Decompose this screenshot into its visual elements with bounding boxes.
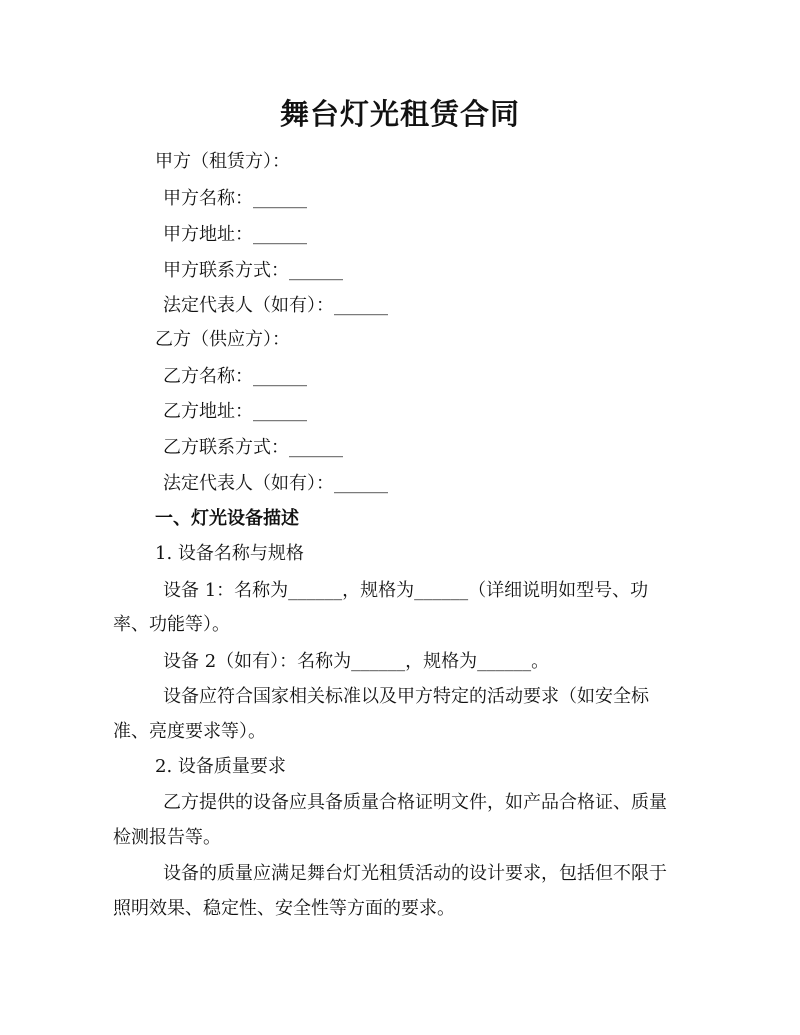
party-a-name: 甲方名称：______ — [163, 188, 307, 209]
quality-line-1: 乙方提供的设备应具备质量合格证明文件，如产品合格证、质量 — [163, 792, 667, 813]
party-a-header: 甲方（租赁方）： — [155, 151, 290, 172]
device-2-line: 设备 2（如有）：名称为______，规格为______。 — [163, 651, 550, 672]
device-1-line-2: 率、功能等）。 — [113, 614, 230, 635]
document-title: 舞台灯光租赁合同 — [279, 97, 520, 131]
section-1-heading: 一、灯光设备描述 — [155, 508, 299, 529]
party-b-name: 乙方名称：______ — [163, 366, 307, 387]
party-b-header: 乙方（供应方）： — [155, 329, 290, 350]
standards-line-1: 设备应符合国家相关标准以及甲方特定的活动要求（如安全标 — [163, 686, 649, 707]
subsection-1-2-heading: 2. 设备质量要求 — [155, 756, 286, 777]
party-a-address: 甲方地址：______ — [163, 224, 307, 245]
standards-line-2: 准、亮度要求等）。 — [113, 721, 266, 742]
party-a-representative: 法定代表人（如有）：______ — [163, 295, 388, 316]
design-line-1: 设备的质量应满足舞台灯光租赁活动的设计要求，包括但不限于 — [163, 863, 667, 884]
subsection-1-1-heading: 1. 设备名称与规格 — [155, 543, 304, 564]
device-1-line-1: 设备 1：名称为______，规格为______（详细说明如型号、功 — [163, 580, 649, 601]
party-b-address: 乙方地址：______ — [163, 401, 307, 422]
design-line-2: 照明效果、稳定性、安全性等方面的要求。 — [113, 898, 455, 919]
quality-line-2: 检测报告等。 — [113, 827, 221, 848]
party-b-representative: 法定代表人（如有）：______ — [163, 473, 388, 494]
party-b-contact: 乙方联系方式：______ — [163, 437, 343, 458]
party-a-contact: 甲方联系方式：______ — [163, 260, 343, 281]
